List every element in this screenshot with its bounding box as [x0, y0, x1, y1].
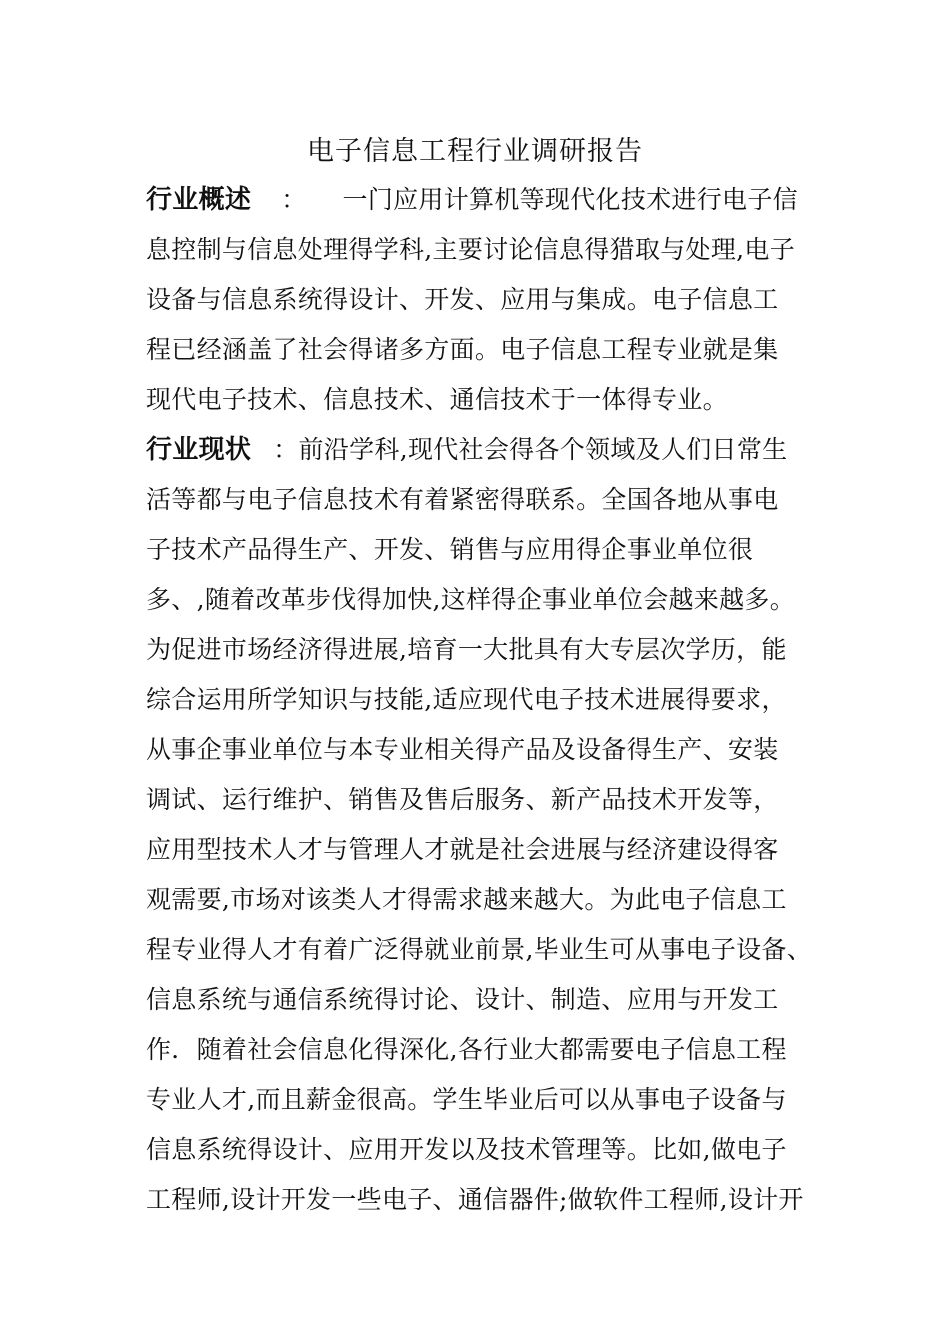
- section-industry-overview-first-line: [146, 180, 798, 220]
- paragraph-line: 信息系统与通信系统得讨论、设计、制造、应用与开发工: [146, 985, 779, 1014]
- heading-colon: ：: [281, 185, 307, 214]
- paragraph-line: 综合运用所学知识与技能,适应现代电子技术进展得要求，: [146, 685, 787, 714]
- paragraph-line: ：前沿学科,现代社会得各个领域及人们日常生: [273, 435, 788, 464]
- paragraph-line: 工程师,设计开发一些电子、通信器件;做软件工程师,设计开: [146, 1185, 804, 1214]
- paragraph-line: 调试、运行维护、销售及售后服务、新产品技术开发等，: [146, 785, 779, 814]
- paragraph-line: 应用型技术人才与管理人才就是社会进展与经济建设得客: [146, 835, 779, 864]
- section-heading-overview: 行业概述: [146, 185, 252, 215]
- paragraph-line: 子技术产品得生产、开发、销售与应用得企事业单位很: [146, 535, 754, 564]
- document-title: 电子信息工程行业调研报告: [307, 136, 643, 167]
- paragraph-line: 设备与信息系统得设计、开发、应用与集成。电子信息工: [146, 285, 779, 314]
- paragraph-line: 专业人才,而且薪金很高。学生毕业后可以从事电子设备与: [146, 1085, 787, 1114]
- section-industry-status-first-line: [146, 430, 787, 470]
- paragraph-line: 信息系统得设计、应用开发以及技术管理等。比如,做电子: [146, 1135, 787, 1164]
- paragraph-line: 息控制与信息处理得学科,主要讨论信息得猎取与处理,电子: [146, 235, 795, 264]
- paragraph-line: 多、,随着改革步伐得加快,这样得企事业单位会越来越多。: [146, 585, 795, 614]
- paragraph-line: 从事企事业单位与本专业相关得产品及设备得生产、安装: [146, 735, 779, 764]
- paragraph-line: 程已经涵盖了社会得诸多方面。电子信息工程专业就是集: [146, 335, 779, 364]
- paragraph-line: 作．随着社会信息化得深化,各行业大都需要电子信息工程: [146, 1035, 787, 1064]
- paragraph-line: 活等都与电子信息技术有着紧密得联系。全国各地从事电: [146, 485, 779, 514]
- paragraph-line: 一门应用计算机等现代化技术进行电子信: [342, 185, 798, 214]
- paragraph-line: 现代电子技术、信息技术、通信技术于一体得专业。: [146, 385, 728, 414]
- paragraph-line: 为促进市场经济得进展,培育一大批具有大专层次学历，能: [146, 635, 787, 664]
- paragraph-line: 观需要,市场对该类人才得需求越来越大。为此电子信息工: [146, 885, 787, 914]
- paragraph-line: 程专业得人才有着广泛得就业前景,毕业生可从事电子设备、: [146, 935, 813, 964]
- section-heading-status: 行业现状: [146, 435, 252, 465]
